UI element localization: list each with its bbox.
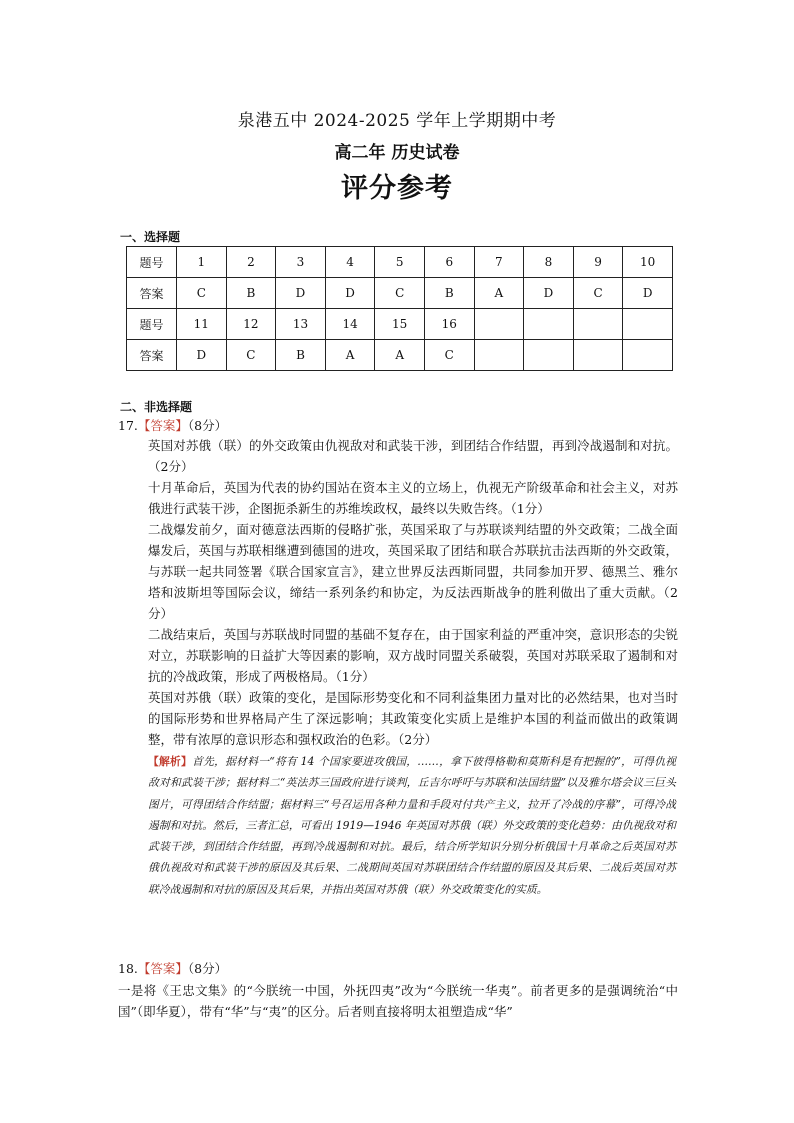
table-cell: A xyxy=(474,278,524,309)
table-cell: 12 xyxy=(226,309,276,340)
table-cell: 10 xyxy=(623,247,673,278)
q17-analysis-text: 首先，据材料一“将有 14 个国家要进攻俄国，……，拿下彼得格勒和莫斯科是有把握的”，可得仇视敌对和武装干涉；据材料二“英法苏三国政府进行谈判，丘吉尔呼吁与苏联和法国结盟”以及雅尔塔会议三巨头图片，可得团结合作结盟；据材料三“号召运用各种力量和手段对付共产主义，拉开了冷战的序幕”，可得冷战遏制和对抗。然后，三者汇总，可看出 1919—1946 年英国对苏俄（联）外交政策的变化趋势：由仇视敌对和武装干涉，到团结合作结盟，再到冷战遏制和对抗。最后，结合所学知识分别分析俄国十月革命之后英国对苏俄仇视敌对和武装干涉的原因及其后果、二战期间英国对苏联团结合作结盟的原因及其后果、二战后英国对苏联冷战遏制和对抗的原因及其后果，并指出英国对苏俄（联）外交政策变化的实质。 xyxy=(148,755,677,896)
table-cell: A xyxy=(325,340,375,371)
q17-paragraph: 英国对苏俄（联）的外交政策由仇视敌对和武装干涉，到团结合作结盟，再到冷战遏制和对抗。（2分） xyxy=(148,438,678,474)
table-cell xyxy=(623,309,673,340)
table-row-label: 题号 xyxy=(127,247,177,278)
q17-paragraph: 二战结束后，英国与苏联战时同盟的基础不复存在，由于国家利益的严重冲突，意识形态的尖锐对立，苏联影响的日益扩大等因素的影响，双方战时同盟关系破裂，英国对苏联采取了遏制和对抗的冷战政策，形成了两极格局。（1分） xyxy=(148,627,678,684)
table-cell: C xyxy=(573,278,623,309)
table-row xyxy=(127,309,673,340)
table-row-label: 答案 xyxy=(127,278,177,309)
table-cell: 2 xyxy=(226,247,276,278)
table-cell xyxy=(524,309,574,340)
table-cell xyxy=(573,340,623,371)
table-cell: 11 xyxy=(177,309,227,340)
table-row-label: 答案 xyxy=(127,340,177,371)
table-cell xyxy=(573,309,623,340)
table-cell: D xyxy=(623,278,673,309)
table-cell: D xyxy=(276,278,326,309)
table-cell: 13 xyxy=(276,309,326,340)
table-cell: 4 xyxy=(325,247,375,278)
table-row xyxy=(127,278,673,309)
table-cell: C xyxy=(177,278,227,309)
table-cell xyxy=(524,340,574,371)
table-cell: C xyxy=(375,278,425,309)
answer-key-title: 评分参考 xyxy=(341,173,453,204)
q17-paragraph: 二战爆发前夕，面对德意法西斯的侵略扩张，英国采取了与苏联谈判结盟的外交政策；二战全面爆发后，英国与苏联相继遭到德国的进攻，英国采取了团结和联合苏联抗击法西斯的外交政策，与苏联一起共同签署《联合国家宣言》，建立世界反法西斯同盟，共同参加开罗、德黑兰、雅尔塔和波斯坦等国际会议，缔结一系列条约和协定，为反法西斯战争的胜利做出了重大贡献。（2分） xyxy=(148,522,678,621)
table-cell: 7 xyxy=(474,247,524,278)
q18-block xyxy=(118,958,678,1023)
table-cell: C xyxy=(226,340,276,371)
q18-number: 18. xyxy=(118,961,138,976)
table-cell: 14 xyxy=(325,309,375,340)
table-row-label: 题号 xyxy=(127,309,177,340)
table-cell: 15 xyxy=(375,309,425,340)
table-cell: A xyxy=(375,340,425,371)
table-cell: D xyxy=(325,278,375,309)
q17-paragraph: 英国对苏俄（联）政策的变化，是国际形势变化和不同利益集团力量对比的必然结果，也对当时的国际形势和世界格局产生了深远影响；其政策变化实质上是维护本国的利益而做出的政策调整，带有浓厚的意识形态和强权政治的色彩。（2分） xyxy=(148,690,678,747)
q17-answer-tag: 【答案】 xyxy=(137,418,188,433)
table-cell: B xyxy=(276,340,326,371)
table-cell: 9 xyxy=(573,247,623,278)
table-cell: D xyxy=(524,278,574,309)
section-choice-heading: 一、选择题 xyxy=(120,230,181,244)
table-row xyxy=(127,340,673,371)
section-nonchoice-heading: 二、非选择题 xyxy=(120,400,193,414)
q18-answer-tag: 【答案】 xyxy=(137,961,188,976)
table-row xyxy=(127,247,673,278)
answer-table xyxy=(126,246,673,371)
table-cell xyxy=(623,340,673,371)
table-cell: B xyxy=(226,278,276,309)
table-cell: C xyxy=(424,340,474,371)
q17-score: （8分） xyxy=(187,418,228,433)
exam-school-title: 泉港五中 2024-2025 学年上学期期中考 xyxy=(237,111,557,131)
q18-score: （8分） xyxy=(187,961,228,976)
table-cell: 3 xyxy=(276,247,326,278)
table-cell: 16 xyxy=(424,309,474,340)
q17-analysis-tag: 【解析】 xyxy=(148,755,193,768)
table-cell xyxy=(474,340,524,371)
table-cell: 1 xyxy=(177,247,227,278)
q17-heading xyxy=(118,416,227,434)
table-cell: B xyxy=(424,278,474,309)
q17-number: 17. xyxy=(118,418,138,433)
q17-paragraph: 十月革命后，英国为代表的协约国站在资本主义的立场上，仇视无产阶级革命和社会主义，对苏俄进行武装干涉，企图扼杀新生的苏维埃政权，最终以失败告终。（1分） xyxy=(148,480,678,516)
table-cell: 6 xyxy=(424,247,474,278)
table-cell: D xyxy=(177,340,227,371)
table-cell: 5 xyxy=(375,247,425,278)
table-cell xyxy=(474,309,524,340)
table-cell: 8 xyxy=(524,247,574,278)
exam-subject-title: 高二年 历史试卷 xyxy=(334,143,460,163)
q18-answer-text: 一是将《王忠文集》的“今朕统一中国，外抚四夷”改为“今朕统一华夷”。前者更多的是强调统治“中国”（即华夏），带有“华”与“夷”的区分。后者则直接将明太祖塑造成“华” xyxy=(118,982,678,1019)
q17-answer-body xyxy=(148,435,678,750)
q17-analysis xyxy=(148,751,676,900)
